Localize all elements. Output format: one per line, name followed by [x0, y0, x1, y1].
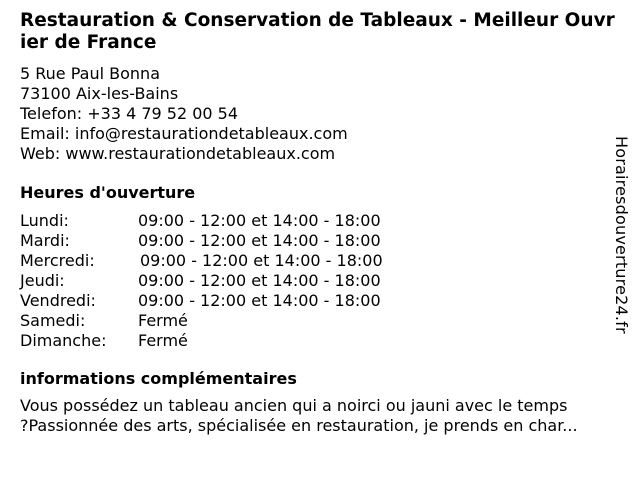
brand-watermark: Horairesdouverture24.fr — [612, 136, 631, 334]
hours-value: 09:00 - 12:00 et 14:00 - 18:00 — [138, 211, 381, 230]
day-label: Dimanche: — [20, 331, 107, 350]
day-label: Vendredi: — [20, 291, 96, 310]
business-title: Restauration & Conservation de Tableaux - Meilleur Ouvrier de France — [20, 10, 615, 53]
hours-value: 09:00 - 12:00 et 14:00 - 18:00 — [138, 291, 381, 310]
info-line-2: ?Passionnée des arts, spécialisée en restauration, je prends en char... — [20, 416, 578, 435]
info-heading: informations complémentaires — [20, 369, 297, 388]
hours-value: 09:00 - 12:00 et 14:00 - 18:00 — [140, 251, 383, 270]
hours-row-samedi — [20, 311, 618, 331]
day-label: Samedi: — [20, 311, 86, 330]
hours-value: 09:00 - 12:00 et 14:00 - 18:00 — [138, 231, 381, 250]
city-address: 73100 Aix-les-Bains — [20, 84, 179, 103]
hours-row-mercredi — [20, 251, 618, 271]
hours-row-dimanche — [20, 331, 618, 351]
street-address: 5 Rue Paul Bonna — [20, 64, 160, 83]
day-label: Mardi: — [20, 231, 70, 250]
hours-row-lundi — [20, 211, 618, 231]
hours-value: 09:00 - 12:00 et 14:00 - 18:00 — [138, 271, 381, 290]
opening-hours-table — [20, 211, 618, 351]
info-description — [20, 396, 618, 436]
business-card — [20, 10, 618, 436]
hours-row-mardi — [20, 231, 618, 251]
hours-row-jeudi — [20, 271, 618, 291]
day-label: Lundi: — [20, 211, 69, 230]
phone-number[interactable]: Telefon: +33 4 79 52 00 54 — [20, 104, 239, 123]
hours-value: Fermé — [138, 311, 188, 330]
day-label: Mercredi: — [20, 251, 95, 270]
hours-heading: Heures d'ouverture — [20, 183, 196, 202]
hours-value: Fermé — [138, 331, 188, 350]
day-label: Jeudi: — [20, 271, 65, 290]
email-address[interactable]: Email: info@restaurationdetableaux.com — [20, 124, 348, 143]
contact-block — [20, 64, 618, 164]
website-link[interactable]: Web: www.restaurationdetableaux.com — [20, 144, 336, 163]
hours-row-vendredi — [20, 291, 618, 311]
info-line-1: Vous possédez un tableau ancien qui a noirci ou jauni avec le temps — [20, 396, 568, 415]
